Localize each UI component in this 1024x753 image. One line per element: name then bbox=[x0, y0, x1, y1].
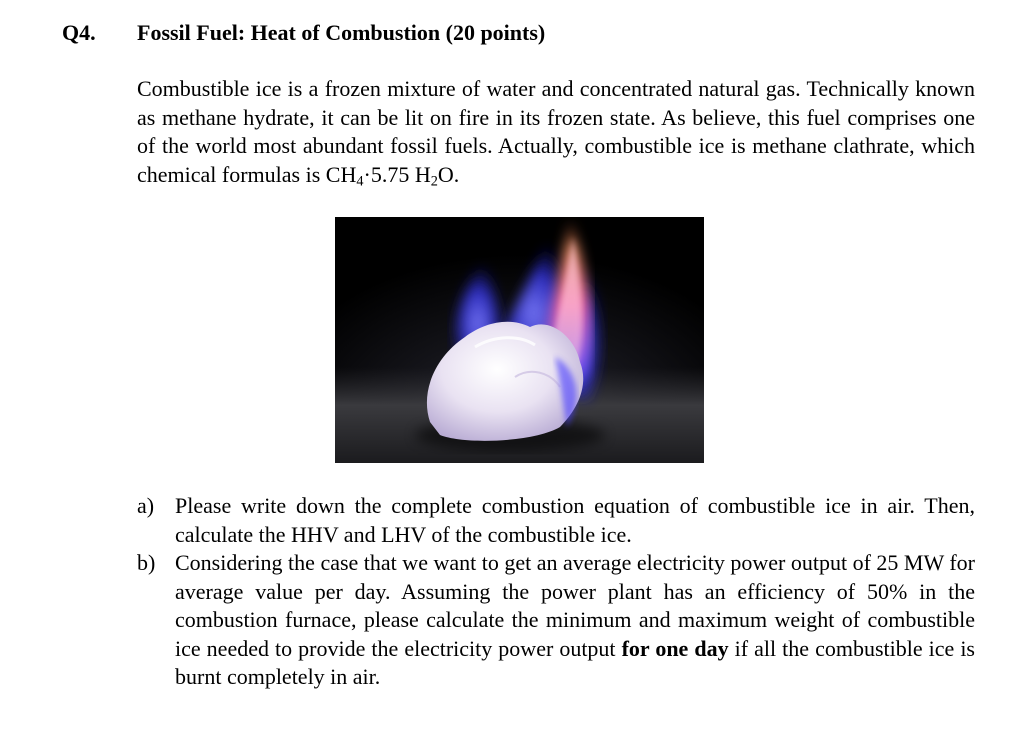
sub-question-list bbox=[137, 492, 975, 692]
sub-question-text: Considering the case that we want to get an average electricity power output of 25 MW for average value per day. Assuming the power plant has an efficiency of 50% in the combustion furnace, please calculate the minimum and maximum weight of combustible ice needed to provide the electricity power output bbox=[175, 550, 975, 661]
sub-question-b bbox=[137, 549, 975, 692]
sub-question-text: Please write down the complete combustion equation of combustible ice in air. Then, calculate the HHV and LHV of the combustible ice. bbox=[175, 493, 975, 547]
sub-question-a bbox=[137, 492, 975, 549]
question-number: Q4. bbox=[62, 20, 96, 45]
intro-text: Combustible ice is a frozen mixture of water and concentrated natural gas. Technically known as methane hydrate, it can be lit on fire in its frozen state. As believe, this fuel comprises one of the world most abundant fossil fuels. Actually, combustible ice is methane clathrate, which chemical formulas is bbox=[137, 76, 975, 187]
sub-question-text-end: if all the combustible ice is burnt completely in air. bbox=[175, 635, 975, 689]
emphasis-text: for one day bbox=[621, 635, 729, 661]
burning-methane-hydrate-photo bbox=[335, 217, 704, 463]
intro-paragraph bbox=[137, 75, 975, 189]
question-title: Fossil Fuel: Heat of Combustion (20 points) bbox=[137, 20, 546, 45]
sub-question-marker: a) bbox=[137, 493, 155, 518]
sub-question-marker: b) bbox=[137, 550, 156, 575]
chemical-formula: $CH_4\cdot 5.75$ $H_2O$. bbox=[325, 161, 460, 190]
